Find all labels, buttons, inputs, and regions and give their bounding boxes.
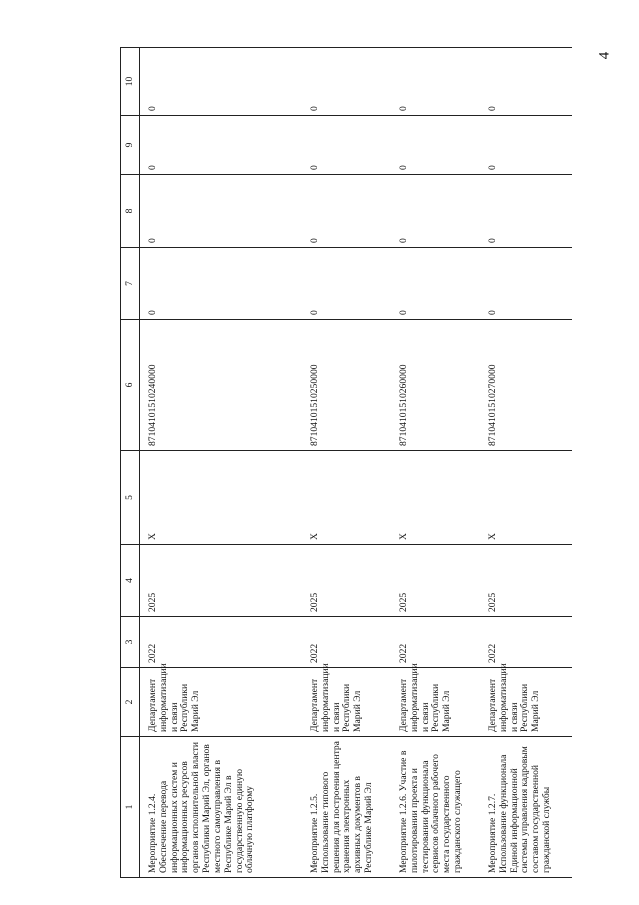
page-number: 4 xyxy=(596,51,613,60)
start-year: 2022 xyxy=(480,617,572,668)
col5-mark: X xyxy=(480,451,572,545)
table-header xyxy=(121,48,140,878)
column-header: 2 xyxy=(121,668,140,737)
budget-code: 87104101510270000 xyxy=(480,320,572,451)
column-header: 5 xyxy=(121,451,140,545)
executor: Департамент информатизации и связи Республики Марий Эл xyxy=(140,668,303,737)
budget-code: 87104101510250000 xyxy=(302,320,391,451)
events-table xyxy=(120,47,572,878)
event-name: Мероприятие 1.2.5. Использование типового решения для построения центра хранения электронных архивных документов в Республике Марий Эл xyxy=(302,737,391,878)
table-row xyxy=(140,48,303,878)
value-col8: 0 xyxy=(480,175,572,248)
value-col10: 0 xyxy=(140,48,303,116)
column-header: 8 xyxy=(121,175,140,248)
budget-code: 87104101510260000 xyxy=(391,320,480,451)
executor: Департамент информатизации и связи Республики Марий Эл xyxy=(480,668,572,737)
value-col7: 0 xyxy=(302,248,391,320)
column-header: 6 xyxy=(121,320,140,451)
column-header: 7 xyxy=(121,248,140,320)
value-col7: 0 xyxy=(480,248,572,320)
column-header: 10 xyxy=(121,48,140,116)
column-header: 9 xyxy=(121,116,140,175)
executor: Департамент информатизации и связи Республики Марий Эл xyxy=(302,668,391,737)
value-col7: 0 xyxy=(140,248,303,320)
value-col10: 0 xyxy=(391,48,480,116)
value-col8: 0 xyxy=(391,175,480,248)
start-year: 2022 xyxy=(302,617,391,668)
value-col7: 0 xyxy=(391,248,480,320)
col5-mark: X xyxy=(140,451,303,545)
value-col9: 0 xyxy=(391,116,480,175)
value-col8: 0 xyxy=(302,175,391,248)
event-name: Мероприятие 1.2.4. Обеспечение перевода информационных систем и информационных ресурсов органов исполнительной власти Республики Марий Эл, органов местного самоуправления в Республике Марий Эл в государственную единую облачную платформу xyxy=(140,737,303,878)
column-header: 1 xyxy=(121,737,140,878)
table-row xyxy=(391,48,480,878)
column-header: 4 xyxy=(121,545,140,617)
start-year: 2022 xyxy=(140,617,303,668)
col5-mark: X xyxy=(302,451,391,545)
value-col9: 0 xyxy=(480,116,572,175)
value-col8: 0 xyxy=(140,175,303,248)
table-row xyxy=(480,48,572,878)
start-year: 2022 xyxy=(391,617,480,668)
value-col10: 0 xyxy=(302,48,391,116)
rotated-table-container xyxy=(120,48,553,878)
value-col10: 0 xyxy=(480,48,572,116)
column-header: 3 xyxy=(121,617,140,668)
value-col9: 0 xyxy=(140,116,303,175)
end-year: 2025 xyxy=(140,545,303,617)
executor: Департамент информатизации и связи Республики Марий Эл xyxy=(391,668,480,737)
table-row xyxy=(302,48,391,878)
event-name: Мероприятие 1.2.7. Использование функционала Единой информационной системы управления кадровым составом государственной гражданской службы xyxy=(480,737,572,878)
end-year: 2025 xyxy=(480,545,572,617)
end-year: 2025 xyxy=(302,545,391,617)
end-year: 2025 xyxy=(391,545,480,617)
value-col9: 0 xyxy=(302,116,391,175)
col5-mark: X xyxy=(391,451,480,545)
budget-code: 87104101510240000 xyxy=(140,320,303,451)
event-name: Мероприятие 1.2.6. Участие в пилотировании проекта и тестировании функционала сервисов облачного рабочего места государственного гражданского служащего xyxy=(391,737,480,878)
